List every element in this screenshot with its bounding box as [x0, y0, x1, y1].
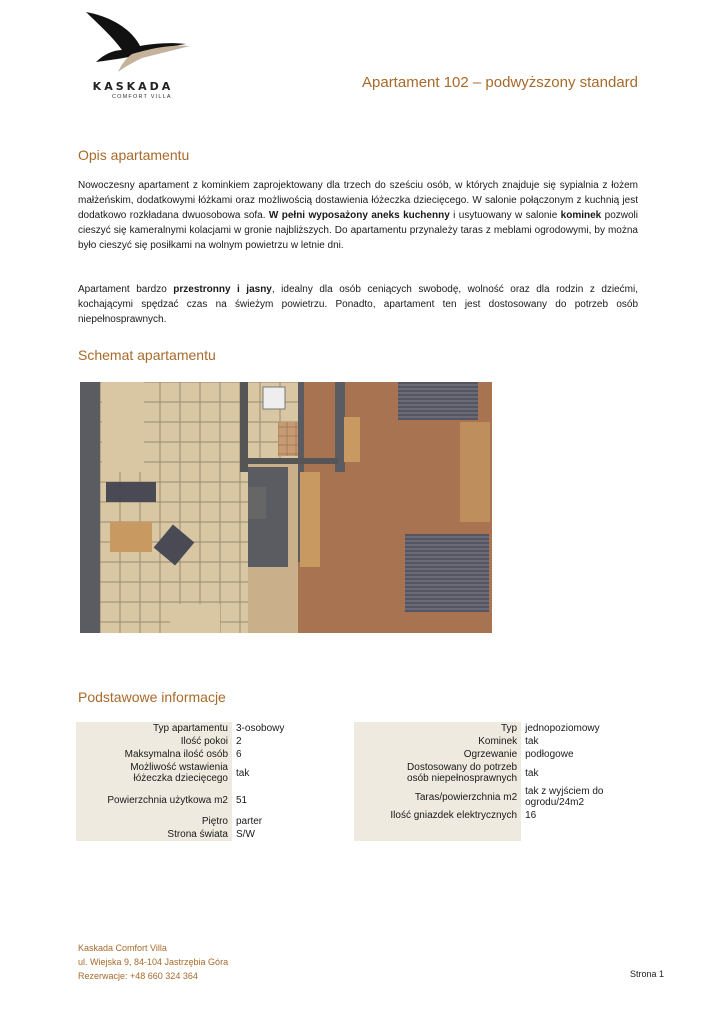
table-row [76, 722, 344, 735]
section-heading-description: Opis apartamentu [78, 147, 190, 163]
row-label: Dostosowany do potrzeb osób niepełnosprawnych [354, 761, 521, 785]
row-value: 3-osobowy [236, 723, 285, 734]
table-row [76, 735, 344, 748]
logo [78, 10, 193, 102]
page-number: Strona 1 [629, 969, 664, 979]
row-value: S/W [236, 829, 255, 840]
table-row [354, 809, 650, 841]
row-value: 51 [236, 794, 248, 806]
seagull-logo-icon [78, 10, 193, 82]
row-value: 16 [525, 810, 537, 821]
table-row [354, 785, 650, 809]
row-label: Maksymalna ilość osób [76, 748, 232, 761]
row-label: Piętro [76, 815, 232, 828]
row-label: Ilość pokoi [76, 735, 232, 748]
table-row [354, 722, 650, 735]
logo-name: KASKADA [92, 80, 174, 93]
footer-phone: Rezerwacje: +48 660 324 364 [78, 971, 198, 981]
row-value: podłogowe [525, 749, 574, 760]
description-paragraph-1: Nowoczesny apartament z kominkiem zaprojektowany dla trzech do sześciu osób, w których znajduje się sypialnia z łożem małżeńskim, dodatkowymi łóżkami oraz możliwością dostawienia łóżeczka dziecięcego. W salonie połączonym z kuchnią jest dodatkowo rozkładana dwuosobowa sofa. W pełni wyposażony aneks kuchenny i usytuowany w salonie kominek pozwoli cieszyć się kameralnymi kolacjami w gronie najbliższych. Do apartamentu przynależy taras z meblami ogrodowymi, by można było cieszyć się posiłkami na wolnym powietrzu w letnie dni. [78, 180, 638, 251]
row-label: Kominek [354, 735, 521, 748]
row-label: Powierzchnia użytkowa m2 [76, 785, 232, 815]
row-label: Możliwość wstawienia łóżeczka dziecięcego [76, 761, 232, 785]
row-value: parter [236, 816, 263, 827]
row-value: 6 [236, 749, 242, 760]
table-row [76, 815, 344, 828]
row-value: jednopoziomowy [525, 723, 600, 734]
table-row [76, 761, 344, 785]
row-label: Typ apartamentu [76, 722, 232, 735]
row-value: tak z wyjściem do ogrodu/24m2 [525, 786, 604, 808]
row-label: Strona świata [76, 828, 232, 841]
footer-address [78, 941, 228, 983]
row-label: Typ [354, 722, 521, 735]
row-label: Taras/powierzchnia m2 [354, 785, 521, 809]
info-table-right [354, 722, 650, 841]
table-row [76, 828, 344, 841]
info-table-left [76, 722, 344, 841]
row-value: tak [525, 736, 539, 747]
table-row [354, 761, 650, 785]
table-row [354, 748, 650, 761]
description-paragraph-2: Apartament bardzo przestronny i jasny, idealny dla osób ceniących swobodę, wolność oraz dla rodzin z dziećmi, kochającymi spędzać czas na świeżym powietrzu. Ponadto, apartament ten jest dostosowany do potrzeb osób niepełnosprawnych. [78, 284, 639, 325]
apartment-floor-plan [80, 382, 492, 633]
table-row [76, 748, 344, 761]
section-heading-info: Podstawowe informacje [78, 689, 226, 705]
table-row [354, 735, 650, 748]
row-value: tak [236, 767, 250, 779]
logo-tagline: COMFORT VILLA [112, 94, 172, 100]
footer-street: ul. Wiejska 9, 84-104 Jastrzębia Góra [78, 957, 229, 967]
row-value: 2 [236, 736, 242, 747]
page-title: Apartament 102 – podwyższony standard [362, 74, 638, 91]
table-row [76, 785, 344, 815]
row-value: tak [525, 767, 539, 779]
footer-company: Kaskada Comfort Villa [78, 943, 167, 953]
section-heading-plan: Schemat apartamentu [78, 347, 216, 363]
row-label: Ogrzewanie [354, 748, 521, 761]
row-label: Ilość gniazdek elektrycznych [354, 809, 521, 841]
